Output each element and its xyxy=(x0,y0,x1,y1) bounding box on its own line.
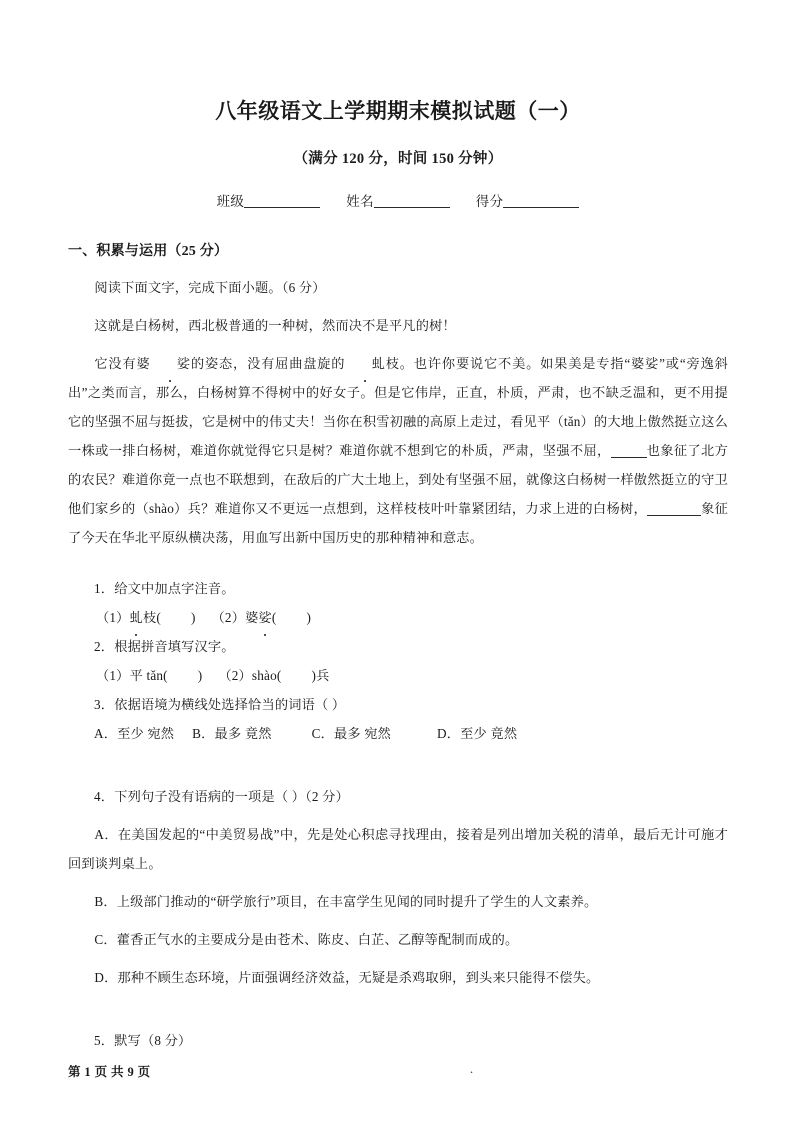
question-3-options xyxy=(68,719,728,748)
question-1-text: 给文中加点字注音。 xyxy=(114,581,235,597)
passage-text-b: 的姿态，没有屈曲盘旋的 xyxy=(190,356,346,372)
q1-item2-open: ( xyxy=(271,610,277,626)
question-4-number: 4． xyxy=(94,789,115,805)
page-title: 八年级语文上学期期末模拟试题（一） xyxy=(215,99,581,123)
q1-item1-close: ) xyxy=(190,610,196,626)
question-2-text: 根据拼音填写汉字。 xyxy=(114,639,235,655)
question-2-subitems xyxy=(68,661,728,690)
class-blank xyxy=(244,207,320,208)
question-5-stem xyxy=(68,1026,728,1055)
q3-option-c[interactable]: C．最多 宛然 xyxy=(311,726,392,742)
passage-paragraph-1: 这就是白杨树，西北极普通的一种树，然而决不是平凡的树！ xyxy=(94,318,456,334)
page-footer xyxy=(68,1062,728,1082)
dotted-char-suo: 娑 xyxy=(151,349,191,378)
question-5-number: 5． xyxy=(94,1033,115,1049)
question-1-subitems xyxy=(68,603,728,632)
reading-instruction: 阅读下面文字，完成下面小题。（6 分） xyxy=(94,280,326,296)
q1-item1-label: （1） xyxy=(96,610,130,626)
class-field xyxy=(217,190,321,210)
section-heading: 一、积累与运用（25 分） xyxy=(68,244,229,260)
question-1-stem xyxy=(68,574,728,603)
q2-item2-label: （2）shào( xyxy=(218,668,282,684)
passage-paragraph-2 xyxy=(68,349,728,552)
question-2-number: 2． xyxy=(94,639,115,655)
question-5-text: 默写（8 分） xyxy=(114,1033,192,1049)
page-indicator: 第 1 页 共 9 页 xyxy=(68,1065,151,1079)
score-blank xyxy=(503,207,579,208)
score-field xyxy=(476,190,580,210)
q1-item2-close: ) xyxy=(306,610,312,626)
question-4-text: 下列句子没有语病的一项是（ ）（2 分） xyxy=(114,789,349,805)
question-4-option-a[interactable]: A．在美国发起的“中美贸易战”中，先是处心积虑寻找理由，接着是列出增加关税的清单，最后无计可施才回到谈判桌上。 xyxy=(68,827,728,872)
name-label: 姓名 xyxy=(346,194,374,210)
passage-blank-2 xyxy=(647,515,701,516)
q1-dotted-char-suo: 娑 xyxy=(259,603,272,632)
passage-text-c: 枝。也许你要说它不美。如果美是专指“婆娑”或“旁逸斜出”之类而言，那么，白杨树算不得树中的好女子。但是它伟岸，正直，朴质，严肃，也不缺乏温和，更不用提它的坚强不屈与挺拔，它是树中的伟丈夫！当你在积雪初融的高原上走过，看见平（tǎn）的大地上傲然挺立这么一株或一排白杨树，难道你就觉得它只是树？难道你就不想到它的朴质，严肃，坚强不屈， xyxy=(68,356,728,459)
q3-option-a[interactable]: A．至少 宛然 xyxy=(94,726,175,742)
question-4-stem xyxy=(68,782,728,811)
q1-item2-label: （2）婆 xyxy=(211,610,259,626)
q2-item1-close: ) xyxy=(197,668,203,684)
question-3-number: 3． xyxy=(94,697,115,713)
passage-text-d: 也象征了北方的农民？难道你竟一点也不联想到，在敌后的广大土地上，到处有坚强不屈，就像这白杨树一样傲然挺立的守卫他们家乡的（shào）兵？难道你又不更远一点想到，这样枝枝叶叶靠紧团结，力求上进的白杨树， xyxy=(68,443,728,517)
question-1-number: 1． xyxy=(94,581,115,597)
passage-text-e: 象征了今天在华北平原纵横决荡，用血写出新中国历史的那种精神和意志。 xyxy=(68,501,729,546)
question-4-option-d[interactable]: D．那种不顾生态环境，片面强调经济效益，无疑是杀鸡取卵，到头来只能得不偿失。 xyxy=(94,970,600,986)
question-2-stem xyxy=(68,632,728,661)
q2-item2-close: )兵 xyxy=(311,668,330,684)
document-content xyxy=(68,0,728,1055)
q3-option-b[interactable]: B．最多 竟然 xyxy=(192,726,272,742)
question-4-option-b[interactable]: B．上级部门推动的“研学旅行”项目，在丰富学生见闻的同时提升了学生的人文素养。 xyxy=(94,894,598,910)
q2-item1-label: （1）平 tǎn( xyxy=(96,668,168,684)
passage-blank-1 xyxy=(611,457,647,458)
question-4-option-c[interactable]: C．藿香正气水的主要成分是由苍术、陈皮、白芷、乙醇等配制而成的。 xyxy=(94,932,519,948)
student-info-line xyxy=(68,168,728,210)
question-3-stem xyxy=(68,690,728,719)
exam-subtitle: （满分 120 分，时间 150 分钟） xyxy=(293,151,503,168)
question-3-text: 依据语境为横线处选择恰当的词语（ ） xyxy=(114,697,346,713)
name-blank xyxy=(374,207,450,208)
name-field xyxy=(346,190,450,210)
q1-item1-text: 枝( xyxy=(142,610,161,626)
footer-mark: . xyxy=(470,1062,474,1076)
passage-text-a: 它没有婆 xyxy=(94,356,151,372)
q1-dotted-char-qiu: 虬 xyxy=(130,603,143,632)
q3-option-d[interactable]: D．至少 竟然 xyxy=(437,726,518,742)
dotted-char-qiu: 虬 xyxy=(345,349,385,378)
score-label: 得分 xyxy=(475,194,504,210)
class-label: 班级 xyxy=(216,194,245,210)
